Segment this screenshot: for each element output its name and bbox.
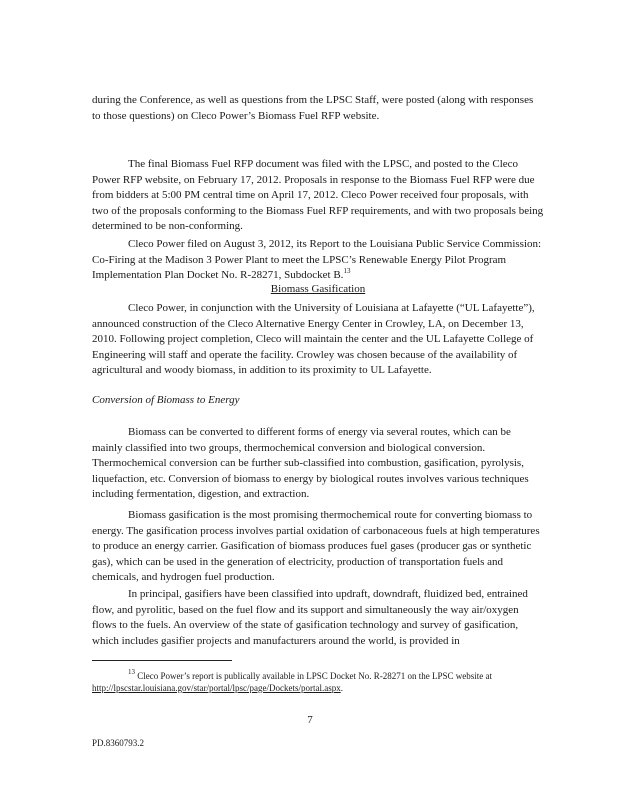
section-heading-wrapper xyxy=(92,282,544,298)
footnote-text: Cleco Power’s report is publically available in LPSC Docket No. R-28271 on the LPSC website at xyxy=(137,671,493,681)
paragraph-gasification-process: Biomass gasification is the most promising thermochemical route for converting biomass to energy. The gasification process involves partial oxidation of carbonaceous fuels at high temperatures to produce an energy carrier. Gasification of biomass produces fuel gases (producer gas or synthetic gas), which can be used in the generation of electricity, production of transportation fuels and chemicals, and hydrogen fuel production. xyxy=(92,509,540,583)
subheading-conversion-of-biomass: Conversion of Biomass to Energy xyxy=(92,394,240,406)
page-number: 7 xyxy=(307,714,313,726)
paragraph-alternative-energy-center: Cleco Power, in conjunction with the University of Louisiana at Lafayette (“UL Lafayette”), announced construction of the Cleco Alternative Energy Center in Crowley, LA, on December 13, 2010. Following project completion, Cleco will maintain the center and the UL Lafayette College of Engineering will staff and operate the facility. Crowley was chosen because of the availability of agricultural and woody biomass, in addition to its proximity to UL Lafayette. xyxy=(92,302,535,376)
paragraph-conversion-routes: Biomass can be converted to different forms of energy via several routes, which can be mainly classified into two groups, thermochemical conversion and biological conversion. Thermochemical conversion can be further sub-classified into combustion, gasification, pyrolysis, liquefaction, etc. Conversion of biomass to energy by biological routes involves various techniques including fermentation, digestion, and extraction. xyxy=(92,426,529,500)
body-paragraph-1 xyxy=(92,93,544,124)
paragraph-continuation: during the Conference, as well as questions from the LPSC Staff, were posted (along with responses to those questions) on Cleco Power’s Biomass Fuel RFP website. xyxy=(92,94,534,122)
section-heading-biomass-gasification: Biomass Gasification xyxy=(270,283,366,295)
paragraph-gasifier-types: In principal, gasifiers have been classified into updraft, downdraft, fluidized bed, entrained flow, and pyrolitic, based on the fuel flow and its support and simultaneously the way air/oxygen flows to the fuels. An overview of the state of gasification technology and survey of gasification, which includes gasifier projects and manufacturers around the world, is provided in xyxy=(92,588,528,647)
body-paragraph-3 xyxy=(92,237,544,284)
footnote-number: 13 xyxy=(128,668,135,676)
document-id: PD.8360793.2 xyxy=(92,738,145,748)
paragraph-report-text: Cleco Power filed on August 3, 2012, its Report to the Louisiana Public Service Commission: Co-Firing at the Madison 3 Power Plant to meet the LPSC’s Renewable Energy Pilot Program Implementation Plan Docket No. R-28271, Subdocket B. xyxy=(92,238,542,281)
body-paragraph-7 xyxy=(92,587,544,649)
body-paragraph-5 xyxy=(92,425,544,503)
paragraph-report-filing xyxy=(92,237,544,284)
footnote-link[interactable]: http://lpscstar.louisiana.gov/star/portal/lpsc/page/Dockets/portal.aspx xyxy=(92,683,341,693)
body-paragraph-4 xyxy=(92,301,544,379)
body-paragraph-6 xyxy=(92,508,544,586)
paragraph-rfp-filing: The final Biomass Fuel RFP document was filed with the LPSC, and posted to the Cleco Power RFP website, on February 17, 2012. Proposals in response to the Biomass Fuel RFP were due from bidders at 5:00 PM central time on April 17, 2012. Cleco Power received four proposals, with two of the proposals conforming to the Biomass Fuel RFP requirements, and with two proposals being determined to be non-conforming. xyxy=(92,158,544,232)
footnote xyxy=(92,670,544,694)
footnote-period: . xyxy=(340,683,343,693)
footnote-divider xyxy=(92,660,232,661)
footnote-reference[interactable]: 13 xyxy=(343,267,351,275)
body-paragraph-2 xyxy=(92,157,544,235)
subheading-wrapper xyxy=(92,393,544,409)
